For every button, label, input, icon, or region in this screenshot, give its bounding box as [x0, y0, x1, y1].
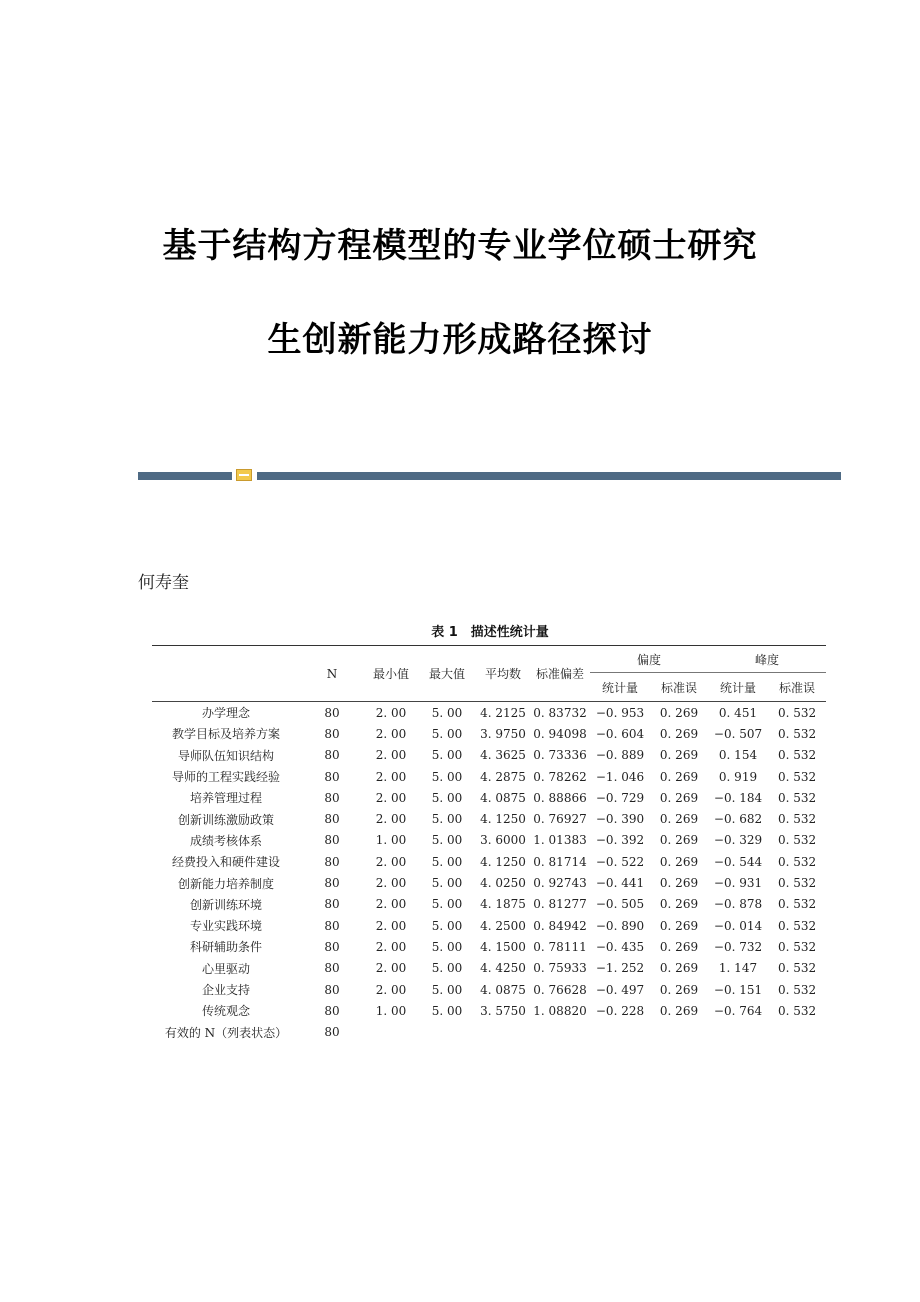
- table-row: [152, 958, 826, 979]
- cell-min: 2. 00: [375, 769, 407, 784]
- cell-kurt-se: 0. 532: [777, 939, 817, 954]
- cell-kurt-stat: 0. 451: [718, 705, 758, 720]
- cell-mean: 4. 1875: [480, 897, 526, 912]
- row-label: 传统观念: [201, 1004, 250, 1019]
- row-label: 导师的工程实践经验: [171, 770, 280, 785]
- empty-cell: [364, 1021, 418, 1042]
- cell-skew-se: 0. 269: [659, 961, 699, 976]
- table-header-row: [152, 646, 826, 673]
- cell-min: 2. 00: [375, 854, 407, 869]
- cell-n: 80: [324, 939, 340, 954]
- cell-max: 5. 00: [431, 812, 463, 827]
- cell-skew-se: 0. 269: [659, 876, 699, 891]
- table-row: [152, 808, 826, 829]
- row-label: 导师队伍知识结构: [177, 748, 274, 763]
- cell-mean: 4. 2125: [480, 705, 526, 720]
- table-row: [152, 894, 826, 915]
- cell-kurt-se: 0. 532: [777, 1003, 817, 1018]
- header-min: 最小值: [372, 667, 409, 681]
- cell-kurt-stat: −0. 931: [713, 876, 763, 891]
- table-body: [152, 702, 826, 1043]
- header-n: N: [326, 666, 338, 681]
- row-label: 心里驱动: [201, 961, 250, 976]
- table-row: [152, 723, 826, 744]
- header-kurt-stat: 统计量: [720, 680, 757, 695]
- table-row: [152, 851, 826, 872]
- cell-n: 80: [324, 854, 340, 869]
- descriptive-statistics-table: [152, 645, 826, 1043]
- cell-kurt-stat: −0. 544: [713, 854, 763, 869]
- cell-sd: 1. 08820: [533, 1003, 587, 1018]
- cell-kurt-stat: −0. 878: [713, 897, 763, 912]
- cell-max: 5. 00: [431, 748, 463, 763]
- cell-sd: 0. 81277: [533, 897, 587, 912]
- cell-mean: 3. 5750: [480, 1003, 526, 1018]
- cell-n: 80: [324, 769, 340, 784]
- cell-kurt-se: 0. 532: [777, 812, 817, 827]
- cell-skew-se: 0. 269: [659, 833, 699, 848]
- cell-sd: 0. 83732: [533, 705, 587, 720]
- cell-skew-stat: −0. 522: [595, 854, 645, 869]
- cell-skew-stat: −0. 228: [595, 1003, 645, 1018]
- empty-cell: [768, 1021, 826, 1042]
- cell-kurt-se: 0. 532: [777, 897, 817, 912]
- cell-skew-se: 0. 269: [659, 705, 699, 720]
- cell-skew-stat: −0. 890: [595, 918, 645, 933]
- cell-min: 1. 00: [375, 833, 407, 848]
- table-row: [152, 915, 826, 936]
- cell-skew-stat: −0. 497: [595, 982, 645, 997]
- cell-mean: 4. 1500: [480, 939, 526, 954]
- cell-mean: 3. 9750: [480, 726, 526, 741]
- table-row: [152, 830, 826, 851]
- cell-mean: 4. 0250: [480, 876, 526, 891]
- table-row: [152, 979, 826, 1000]
- cell-max: 5. 00: [431, 876, 463, 891]
- cell-skew-se: 0. 269: [659, 897, 699, 912]
- cell-kurt-stat: −0. 329: [713, 833, 763, 848]
- table-row: [152, 745, 826, 766]
- table-row: [152, 766, 826, 787]
- author-name: 何寿奎: [138, 573, 189, 593]
- row-label: 办学理念: [201, 706, 250, 721]
- row-label: 成绩考核体系: [189, 833, 262, 848]
- cell-n: 80: [324, 833, 340, 848]
- cell-sd: 0. 84942: [533, 918, 587, 933]
- cell-kurt-se: 0. 532: [777, 705, 817, 720]
- document-title-line-2: 生创新能力形成路径探讨: [267, 320, 653, 360]
- cell-skew-se: 0. 269: [659, 1003, 699, 1018]
- cell-min: 1. 00: [375, 1003, 407, 1018]
- header-sd: 标准偏差: [535, 667, 584, 681]
- cell-skew-stat: −1. 046: [595, 769, 645, 784]
- cell-skew-stat: −0. 953: [595, 705, 645, 720]
- header-skew-se: 标准误: [661, 680, 698, 695]
- cell-min: 2. 00: [375, 918, 407, 933]
- cell-mean: 4. 4250: [480, 961, 526, 976]
- cell-n: 80: [324, 1025, 340, 1040]
- row-label: 经费投入和硬件建设: [171, 855, 280, 870]
- table-row: [152, 787, 826, 808]
- row-label: 创新训练激励政策: [177, 812, 274, 827]
- cell-mean: 4. 0875: [480, 982, 526, 997]
- header-kurtosis-group: 峰度: [708, 646, 826, 673]
- cell-sd: 0. 94098: [533, 726, 587, 741]
- cell-skew-se: 0. 269: [659, 918, 699, 933]
- cell-skew-stat: −1. 252: [595, 961, 645, 976]
- cell-min: 2. 00: [375, 897, 407, 912]
- cell-skew-se: 0. 269: [659, 854, 699, 869]
- cell-max: 5. 00: [431, 961, 463, 976]
- cell-mean: 4. 1250: [480, 812, 526, 827]
- header-kurt-se: 标准误: [779, 680, 816, 695]
- row-label: 专业实践环境: [189, 919, 262, 934]
- cell-n: 80: [324, 705, 340, 720]
- cell-mean: 4. 0875: [480, 790, 526, 805]
- cell-sd: 0. 76927: [533, 812, 587, 827]
- empty-cell: [476, 1021, 530, 1042]
- cell-n: 80: [324, 961, 340, 976]
- row-label: 创新训练环境: [189, 897, 262, 912]
- row-label: 培养管理过程: [189, 791, 262, 806]
- cell-skew-stat: −0. 435: [595, 939, 645, 954]
- cell-sd: 0. 78262: [533, 769, 587, 784]
- cell-skew-stat: −0. 729: [595, 790, 645, 805]
- cell-n: 80: [324, 918, 340, 933]
- cell-min: 2. 00: [375, 748, 407, 763]
- cell-max: 5. 00: [431, 897, 463, 912]
- cell-sd: 0. 73336: [533, 748, 587, 763]
- cell-kurt-se: 0. 532: [777, 876, 817, 891]
- cell-kurt-se: 0. 532: [777, 790, 817, 805]
- cell-n: 80: [324, 897, 340, 912]
- header-skew-stat: 统计量: [601, 680, 638, 695]
- empty-cell: [530, 1021, 590, 1042]
- cell-max: 5. 00: [431, 939, 463, 954]
- cell-sd: 0. 81714: [533, 854, 587, 869]
- cell-mean: 4. 2500: [480, 918, 526, 933]
- cell-max: 5. 00: [431, 726, 463, 741]
- table-caption: 表 1 描述性统计量: [431, 625, 549, 640]
- cell-mean: 3. 6000: [480, 833, 526, 848]
- cell-kurt-stat: −0. 732: [713, 939, 763, 954]
- cell-kurt-stat: 0. 154: [718, 748, 758, 763]
- row-label: 创新能力培养制度: [177, 876, 274, 891]
- empty-cell: [650, 1021, 708, 1042]
- empty-cell: [590, 1021, 650, 1042]
- header-skewness-group: 偏度: [590, 646, 708, 673]
- cell-kurt-se: 0. 532: [777, 769, 817, 784]
- cell-skew-stat: −0. 604: [595, 726, 645, 741]
- cell-kurt-se: 0. 532: [777, 726, 817, 741]
- cell-min: 2. 00: [375, 812, 407, 827]
- cell-min: 2. 00: [375, 961, 407, 976]
- cell-sd: 0. 88866: [533, 790, 587, 805]
- cell-max: 5. 00: [431, 918, 463, 933]
- cell-mean: 4. 1250: [480, 854, 526, 869]
- header-mean: 平均数: [484, 667, 521, 681]
- table-row-valid-n: [152, 1021, 826, 1042]
- cell-min: 2. 00: [375, 982, 407, 997]
- row-label: 企业支持: [201, 983, 250, 997]
- divider-ornament-icon: [236, 469, 252, 481]
- table-row: [152, 702, 826, 724]
- cell-n: 80: [324, 982, 340, 997]
- row-label: 有效的 N（列表状态）: [164, 1025, 288, 1040]
- cell-kurt-stat: −0. 014: [713, 918, 763, 933]
- cell-sd: 0. 92743: [533, 876, 587, 891]
- cell-skew-se: 0. 269: [659, 982, 699, 997]
- cell-min: 2. 00: [375, 939, 407, 954]
- table-row: [152, 1000, 826, 1021]
- cell-kurt-stat: 0. 919: [718, 769, 758, 784]
- empty-cell: [708, 1021, 768, 1042]
- cell-skew-se: 0. 269: [659, 812, 699, 827]
- cell-skew-stat: −0. 889: [595, 748, 645, 763]
- cell-mean: 4. 3625: [480, 748, 526, 763]
- cell-n: 80: [324, 748, 340, 763]
- cell-max: 5. 00: [431, 790, 463, 805]
- cell-max: 5. 00: [431, 769, 463, 784]
- cell-max: 5. 00: [431, 982, 463, 997]
- cell-sd: 0. 78111: [533, 939, 587, 954]
- cell-skew-se: 0. 269: [659, 939, 699, 954]
- cell-kurt-se: 0. 532: [777, 961, 817, 976]
- cell-skew-se: 0. 269: [659, 748, 699, 763]
- cell-min: 2. 00: [375, 790, 407, 805]
- header-max: 最大值: [428, 667, 465, 681]
- cell-kurt-se: 0. 532: [777, 833, 817, 848]
- cell-skew-stat: −0. 392: [595, 833, 645, 848]
- cell-n: 80: [324, 726, 340, 741]
- cell-sd: 1. 01383: [533, 833, 587, 848]
- cell-max: 5. 00: [431, 833, 463, 848]
- title-divider-right: [257, 472, 841, 480]
- title-divider-left: [138, 472, 232, 480]
- cell-n: 80: [324, 1003, 340, 1018]
- row-label: 科研辅助条件: [189, 940, 262, 955]
- cell-skew-se: 0. 269: [659, 726, 699, 741]
- cell-min: 2. 00: [375, 705, 407, 720]
- table-row: [152, 872, 826, 893]
- cell-skew-se: 0. 269: [659, 769, 699, 784]
- cell-kurt-se: 0. 532: [777, 982, 817, 997]
- cell-n: 80: [324, 790, 340, 805]
- cell-sd: 0. 76628: [533, 982, 587, 997]
- cell-min: 2. 00: [375, 876, 407, 891]
- cell-kurt-se: 0. 532: [777, 748, 817, 763]
- cell-mean: 4. 2875: [480, 769, 526, 784]
- document-title-line-1: 基于结构方程模型的专业学位硕士研究: [162, 226, 758, 266]
- cell-kurt-stat: −0. 184: [713, 790, 763, 805]
- table-row: [152, 936, 826, 957]
- cell-n: 80: [324, 812, 340, 827]
- row-label: 教学目标及培养方案: [171, 727, 280, 742]
- cell-skew-stat: −0. 441: [595, 876, 645, 891]
- cell-kurt-stat: −0. 764: [713, 1003, 763, 1018]
- cell-kurt-stat: −0. 151: [713, 982, 763, 997]
- empty-cell: [418, 1021, 476, 1042]
- cell-skew-stat: −0. 505: [595, 897, 645, 912]
- cell-skew-stat: −0. 390: [595, 812, 645, 827]
- cell-n: 80: [324, 876, 340, 891]
- cell-max: 5. 00: [431, 1003, 463, 1018]
- cell-min: 2. 00: [375, 726, 407, 741]
- cell-kurt-se: 0. 532: [777, 854, 817, 869]
- cell-max: 5. 00: [431, 854, 463, 869]
- cell-kurt-stat: 1. 147: [718, 961, 758, 976]
- cell-kurt-se: 0. 532: [777, 918, 817, 933]
- cell-max: 5. 00: [431, 705, 463, 720]
- header-blank: [152, 646, 300, 702]
- cell-sd: 0. 75933: [533, 961, 587, 976]
- cell-kurt-stat: −0. 507: [713, 726, 763, 741]
- cell-skew-se: 0. 269: [659, 790, 699, 805]
- cell-kurt-stat: −0. 682: [713, 812, 763, 827]
